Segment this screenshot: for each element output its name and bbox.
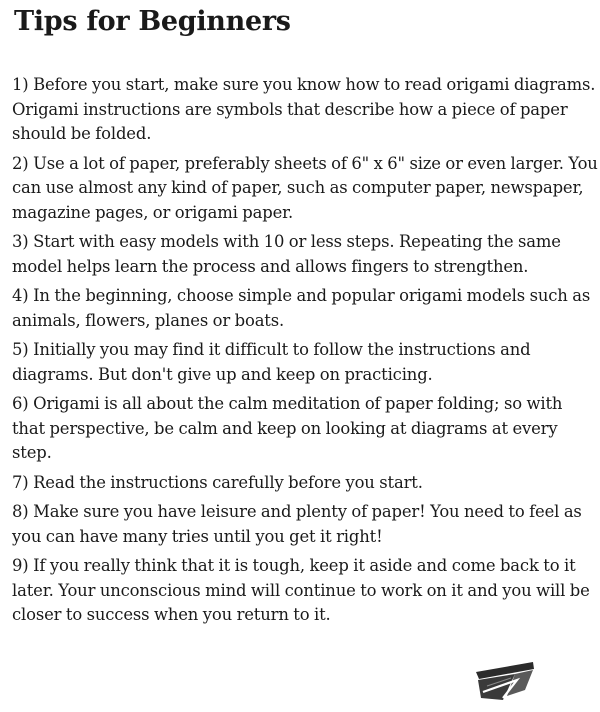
tip-6: 6) Origami is all about the calm meditation of paper folding; so with that perspective, be calm and keep on looking at diagrams at every step.	[12, 394, 563, 462]
tip-7: 7) Read the instructions carefully before you start.	[12, 472, 423, 492]
tip-8: 8) Make sure you have leisure and plenty of paper! You need to feel as you can have many tries until you get it right!	[12, 502, 582, 546]
tip-5: 5) Initially you may find it difficult to follow the instructions and diagrams. But don't give up and keep on practicing.	[12, 340, 531, 384]
page-title: Tips for Beginners	[14, 6, 291, 37]
tip-1: 1) Before you start, make sure you know how to read origami diagrams. Origami instructions are symbols that describe how a piece of paper should be folded.	[12, 75, 596, 143]
tip-2: 2) Use a lot of paper, preferably sheets of 6" x 6" size or even larger. You can use almost any kind of paper, such as computer paper, newspaper, magazine pages, or origami paper.	[12, 153, 598, 222]
tip-4: 4) In the beginning, choose simple and popular origami models such as animals, flowers, planes or boats.	[12, 286, 591, 330]
tip-9: 9) If you really think that it is tough, keep it aside and come back to it later. Your unconscious mind will continue to work on it and you will be closer to success when you return to it.	[12, 556, 590, 624]
tips-list	[12, 73, 598, 633]
folded-paper-graphic-icon	[473, 660, 537, 702]
tip-3: 3) Start with easy models with 10 or less steps. Repeating the same model helps learn the process and allows fingers to strengthen.	[12, 232, 561, 276]
